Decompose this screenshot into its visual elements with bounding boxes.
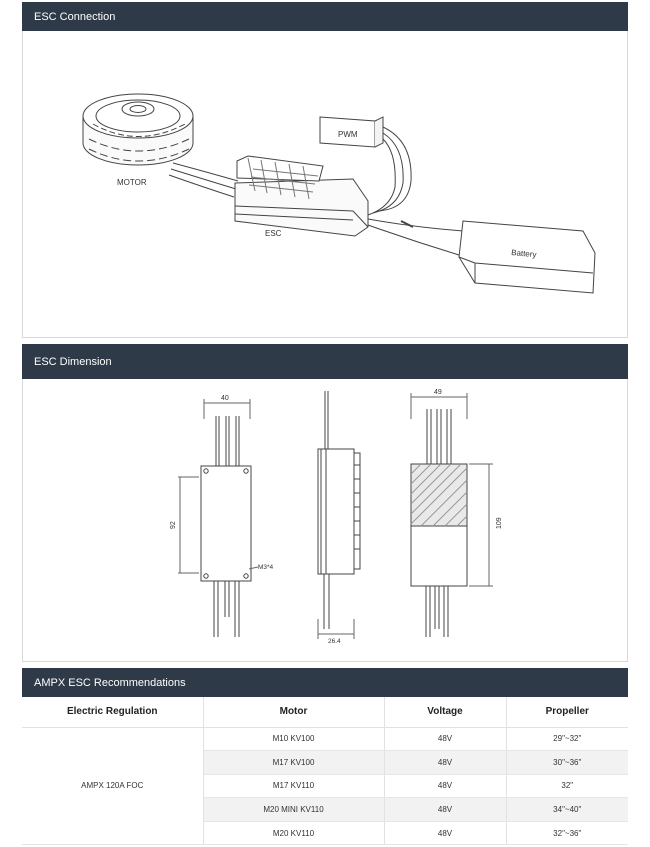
front-view-drawing	[178, 399, 258, 637]
width-dimension-label: 40	[221, 395, 229, 402]
header-propeller: Propeller	[506, 697, 628, 727]
total-height-dimension-label: 109	[496, 517, 503, 529]
motor-cell: M17 KV110	[203, 774, 384, 798]
voltage-cell: 48V	[384, 821, 506, 845]
motor-cell: M17 KV100	[203, 751, 384, 775]
recommendations-header	[22, 668, 628, 697]
regulation-cell: AMPX 120A FOC	[22, 727, 203, 845]
esc-connection-header	[22, 2, 628, 31]
esc-dimension-title: ESC Dimension	[34, 355, 112, 368]
thickness-dimension-label: 26.4	[328, 638, 341, 645]
back-view-drawing	[411, 393, 493, 637]
motor-label: MOTOR	[117, 178, 147, 187]
voltage-cell: 48V	[384, 774, 506, 798]
recommendations-table	[22, 697, 628, 845]
header-regulation: Electric Regulation	[22, 697, 203, 727]
esc-connection-title: ESC Connection	[34, 10, 116, 23]
motor-drawing	[83, 94, 193, 165]
esc-dimension-panel	[22, 379, 628, 662]
voltage-cell: 48V	[384, 727, 506, 751]
esc-connection-diagram	[23, 31, 627, 336]
propeller-cell: 29"~32"	[506, 727, 628, 751]
voltage-cell: 48V	[384, 751, 506, 775]
height-dimension-label: 92	[170, 521, 177, 529]
total-width-dimension-label: 49	[434, 389, 442, 396]
propeller-cell: 34"~40"	[506, 798, 628, 822]
table-row	[22, 727, 628, 751]
pwm-label: PWM	[338, 130, 358, 139]
screw-label: M3*4	[258, 564, 274, 571]
propeller-cell: 32"~36"	[506, 821, 628, 845]
recommendations-title: AMPX ESC Recommendations	[34, 676, 186, 689]
esc-connection-panel	[22, 31, 628, 338]
motor-cell: M20 KV110	[203, 821, 384, 845]
header-voltage: Voltage	[384, 697, 506, 727]
motor-cell: M10 KV100	[203, 727, 384, 751]
motor-cell: M20 MINI KV110	[203, 798, 384, 822]
esc-label: ESC	[265, 229, 282, 238]
side-view-drawing	[318, 391, 360, 639]
esc-dimension-diagram	[23, 379, 627, 660]
esc-drawing	[235, 156, 368, 236]
table-header-row	[22, 697, 628, 727]
esc-dimension-header	[22, 344, 628, 379]
voltage-cell: 48V	[384, 798, 506, 822]
propeller-cell: 30"~36"	[506, 751, 628, 775]
battery-label: Battery	[510, 248, 537, 260]
header-motor: Motor	[203, 697, 384, 727]
propeller-cell: 32"	[506, 774, 628, 798]
